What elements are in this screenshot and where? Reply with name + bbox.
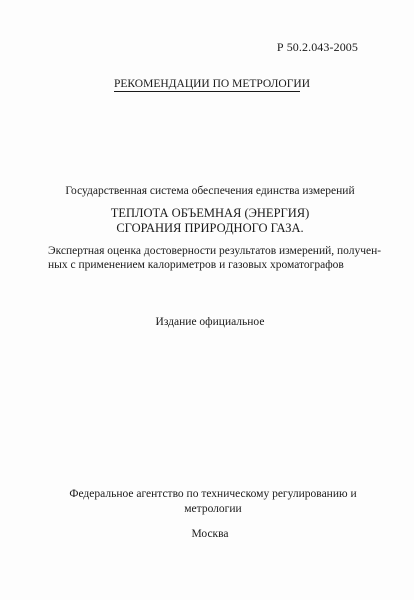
document-title	[60, 206, 360, 236]
publication-city: Москва	[191, 528, 229, 540]
subtitle-line: Экспертная оценка достоверности результатов измерений, получен-	[48, 245, 382, 257]
subtitle-line: ных с применением калориметров и газовых хроматографов	[48, 259, 344, 271]
series-heading: РЕКОМЕНДАЦИИ ПО МЕТРОЛОГИИ	[114, 78, 310, 90]
title-line: ТЕПЛОТА ОБЪЕМНАЯ (ЭНЕРГИЯ)	[110, 206, 310, 220]
standards-system: Государственная система обеспечения единства измерений	[65, 185, 355, 197]
agency-line: метрологии	[184, 503, 242, 515]
title-line: СГОРАНИЯ ПРИРОДНОГО ГАЗА.	[116, 221, 304, 235]
document-subtitle	[48, 244, 382, 272]
edition-note: Издание официальное	[155, 316, 265, 328]
publisher-agency	[68, 487, 358, 517]
agency-line: Федеральное агентство по техническому регулированию и	[69, 488, 357, 500]
document-number: Р 50.2.043-2005	[276, 40, 358, 54]
